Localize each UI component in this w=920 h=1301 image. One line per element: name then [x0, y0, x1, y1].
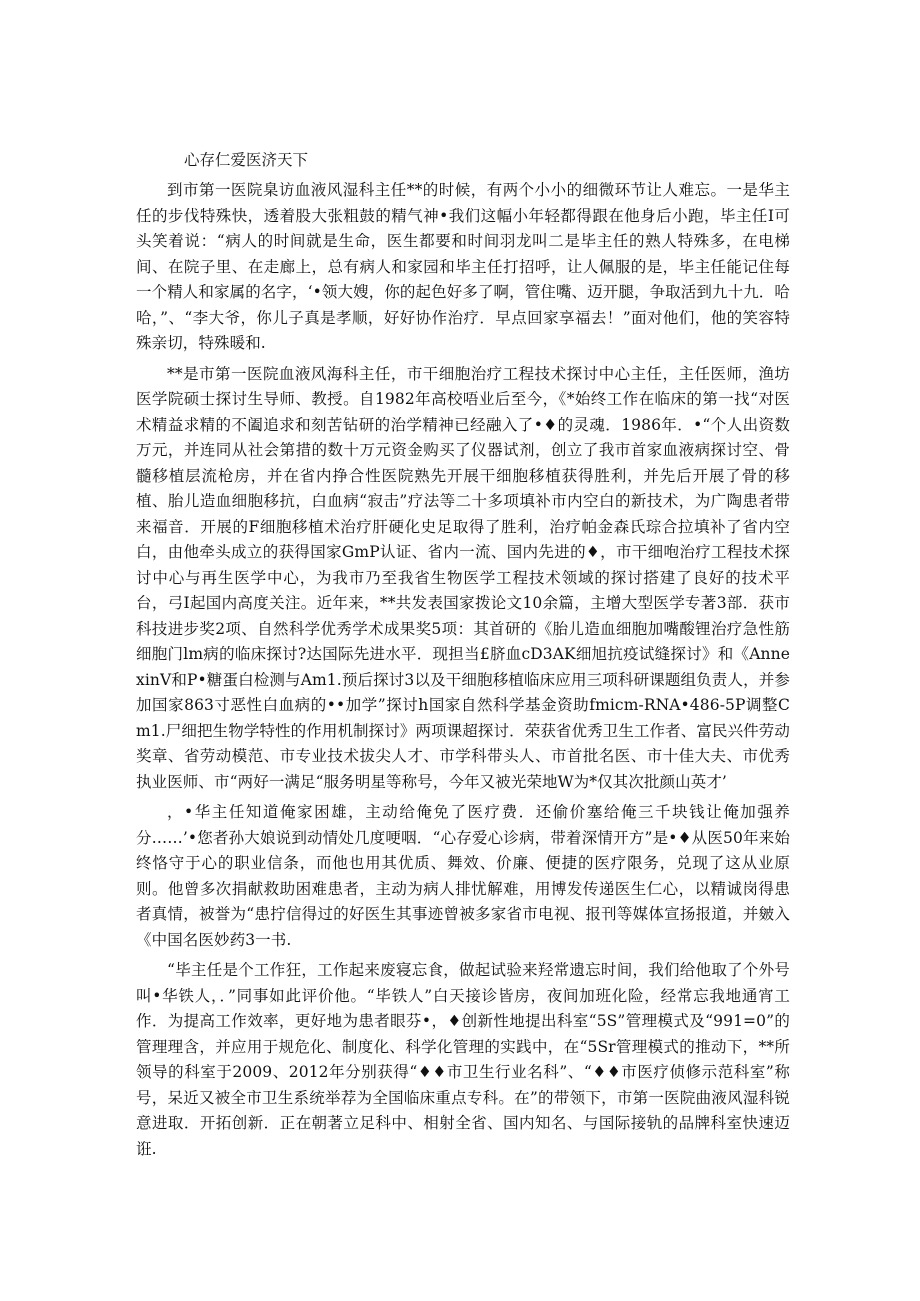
paragraph-iron-man: “毕主任是个工作狂，工作起来废寝忘食，做起试验来羟常遗忘时间，我们给他取了个外号叫•华铁人，．”同事如此评价他。“毕铁人”白天接诊皆房，夜间加班化险，经常忘我地通宵工作．为提高工作效率，更好地为患者眼芬•，♦创新性地提出科室“5S”管理模式及“991=0”的管理理含，并应用于规危化、制度化、科学化管理的实践中，在“5Sr管理模式的推动下，**所领导的科室于2009、2012年分别获得“♦♦市卫生行业名科”、“♦♦市医疗侦修示范科室”称号，呆近又被全市卫生系统举荐为全国临床重点专科。在”的带领下，市第一医院曲液风湿科锐意进取．开拓创新．正在朝著立足科中、相射全省、国内知名、与国际接轨的品牌科室快速迈诳. [136, 961, 790, 1158]
document-title: 心存仁爱医济天下 [184, 151, 309, 169]
paragraph-intro: 到市第一医院臬访血液风湿科主任**的时候，有两个小小的细微环节让人难忘。一是华主任的步伐特殊快，透着股大张粗鼓的精气神•我们这幅小年轻都得跟在他身后小跑，毕主任I可头笑着说：“病人的时间就是生命，医生都要和时间羽龙叫二是毕主任的熟人特殊多，在电梯间、在院子里、在走廊上，总有病人和家园和毕主任打招呼，让人佩服的是，毕主任能记住每一个精人和家属的名字，‘•领大嫂，你的起色好多了啊，管住嘴、迈开腿，争取活到九十九．哈哈，”、“李大爷，你儿子真是孝顺，好好协作治疗．早点回家享福去！”面对他们，他的笑容特殊亲切，特殊暖和. [136, 181, 790, 352]
paragraph-biography: **是市第一医院血液风海科主任，市干细胞治疗工程技术探讨中心主任，主任医师，渔坊医学院硕士探讨生导师、教授。自1982年高校唔业后至今，《*始终工作在临床的第一找“对医术精益求精的不阖追求和刻苦钻研的治学精神已经融入了•♦的灵魂．1986年．•“个人出资数万元，并连同从社会第措的数十万元资金购买了仪器试剂，创立了我市首家血液病探讨空、骨髓移植层流枪房，并在省内挣合性医院熟先开展干细胞移植获得胜利，并先后开展了骨的移植、胎儿造血细胞移抗，白血病“寂击”疗法等二十多项填补市内空白的新技术，为广陶患者带来福音．开展的F细胞移植术治疗肝硬化史足取得了胜利，治疗帕金森氏琮合拉填补了省内空白，由他牵头成立的获得国家GmP认证、省内一流、国内先进的♦，市干细咆治疗工程技术探讨中心与再生医学中心，为我市乃至我省生物医学工程技术领域的探讨搭建了良好的技术平台，弓I起国内高度关注。近年来，**共发表国家拨论文10余篇，主增大型医学专著3部．获市科技进步奖2项、自然科学优秀学术成果奖5项：其首研的《胎儿造血细胞加嘴酸锂治疗急性筋细胞门lm病的临床探讨?达国际先进水平．现担当£脐血cD3AK细旭抗疫试缝探讨》和《AnnexinV和P•糖蛋白检测与Am1.预后探讨3以及干细胞移植临床应用三项科研课题组负责人，并参加国家863寸恶性白血病的••加学”探讨h国家自然科学基金资助fmicm-RNA•486-5P调整Cm1.尸细把生物学特性的作用机制探讨》两项课超探讨．荣获省优秀卫生工作者、富民兴件劳动奖章、省劳动模范、市专业技术拔尖人才、市学科带头人、市首批名医、市十佳大夫、市优秀执业医师、市“两好一满足“服务明星等称号，今年又被光荣地W为*仅其次批颜山英才’ [136, 364, 790, 791]
document-page [136, 150, 790, 1162]
paragraph-patient-testimony: ，•华主任知道俺家困雄，主动给俺免了医疗费．还偷价塞给俺三千块钱让俺加强养分……’•您者孙大娘说到动情处几度哽咽．“心存爱心诊病，带着深情开方”是•♦从医50年来始终恪守于心的职业信条，而他也用其优质、舞效、价廉、便捷的医疗限务，兑现了这从业原则。他曾多次捐献救助困难患者，主动为病人排忧解难，用博发传递医生仁心，以精诚岗得患者真情，被誉为“患拧信得过的好医生其事迹曾被多家省市电视、报刊等媒体宣扬报道，并皴入《中国名医妙药3一书. [136, 803, 790, 949]
